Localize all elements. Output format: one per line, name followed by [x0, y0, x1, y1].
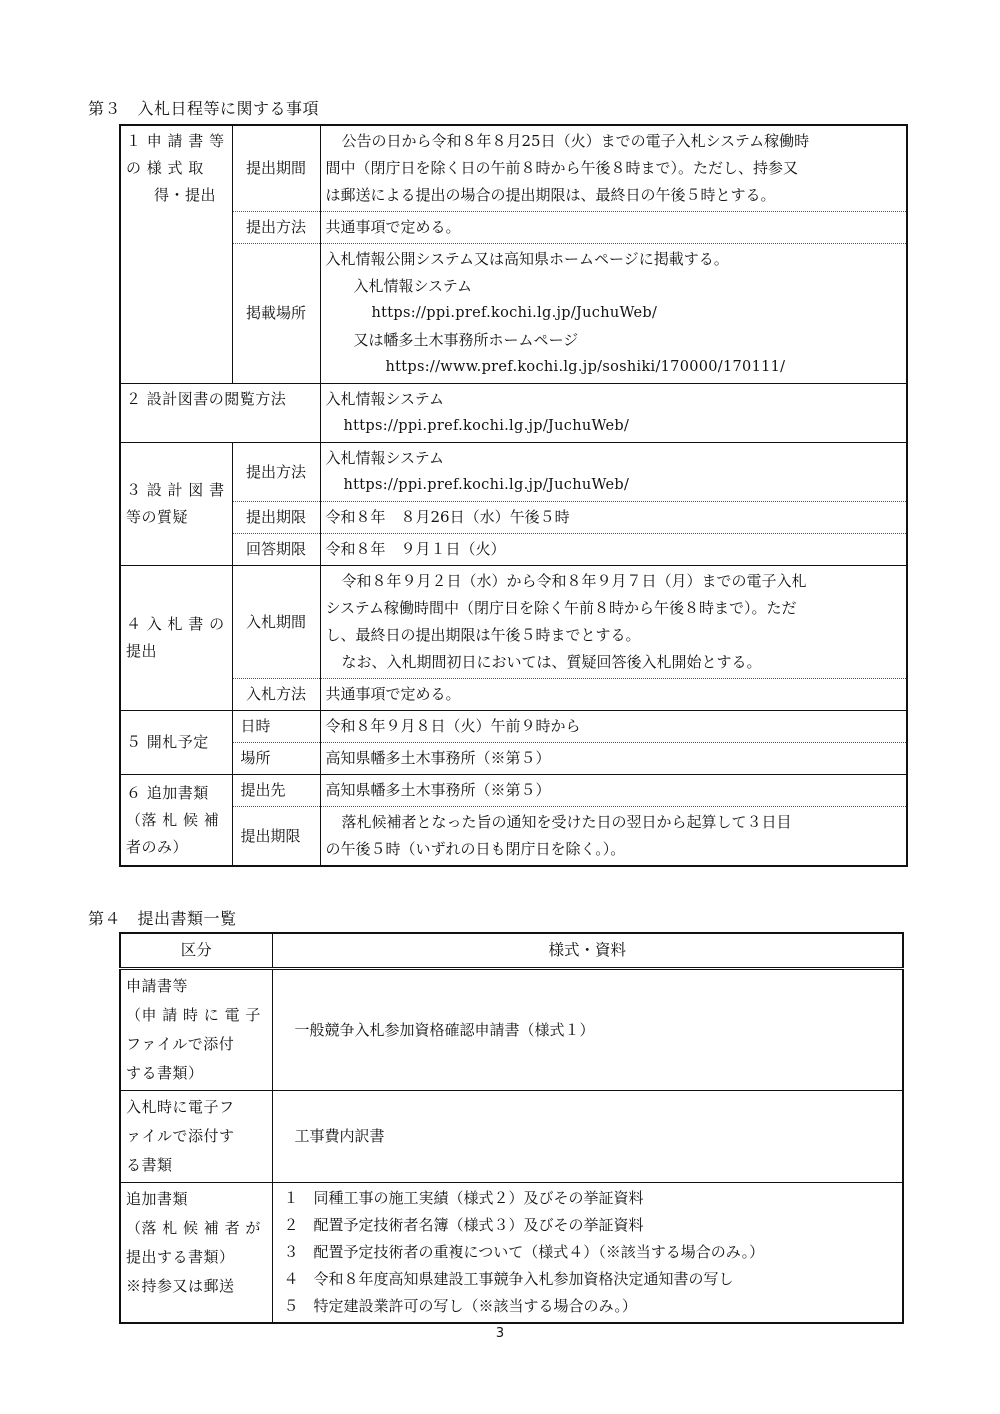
cell-content: 共通事項で定める。: [320, 679, 907, 711]
cell-content: 共通事項で定める。: [320, 212, 907, 244]
table-row: [120, 125, 907, 212]
row-label-opening: ５ 開札予定: [120, 711, 232, 775]
table-row: [120, 1091, 903, 1183]
sub-label: 回答期限: [232, 534, 320, 566]
row-label-additional-docs: ６ 追加書類 （落 札 候 補 者のみ）: [120, 775, 232, 867]
cell-content: [272, 1183, 903, 1324]
cell-content: 令和８年９月８日（火）午前９時から: [320, 711, 907, 743]
table-row: [120, 534, 907, 566]
page-number: 3: [495, 1326, 505, 1341]
sub-label: 入札方法: [232, 679, 320, 711]
cell-content: 令和８年９月２日（水）から令和８年９月７日（月）までの電子入札 システム稼働時間中（閉庁日を除く午前８時から午後８時まで）。ただ し、最終日の提出期限は午後５時までとする。 なお、入札期間初日においては、質疑回答後入札開始とする。: [320, 566, 907, 679]
cell-content: 高知県幡多土木事務所（※第５）: [320, 743, 907, 775]
table-row: [120, 1183, 903, 1324]
section-4-heading: 第４ 提出書類一覧: [88, 909, 237, 928]
section-3-heading: 第３ 入札日程等に関する事項: [88, 99, 320, 118]
row-label-bid-submission: ４ 入 札 書 の 提出: [120, 566, 232, 711]
table-row: [120, 443, 907, 502]
row-label-design-viewing: ２ 設計図書の閲覧方法: [120, 384, 320, 443]
cell-content: 入札情報システム https://ppi.pref.kochi.lg.jp/JuchuWeb/: [320, 443, 907, 502]
table-row: [120, 566, 907, 679]
list-item: ４ 令和８年度高知県建設工事競争入札参加資格決定通知書の写し: [283, 1270, 734, 1288]
list-item: ３ 配置予定技術者の重複について（様式４）（※該当する場合のみ。）: [283, 1243, 765, 1261]
table-row: [120, 807, 907, 867]
list-item: ５ 特定建設業許可の写し（※該当する場合のみ。）: [283, 1297, 637, 1315]
column-header: 様式・資料: [272, 933, 903, 969]
cell-content: 工事費内訳書: [272, 1091, 903, 1183]
list-item: １ 同種工事の施工実績（様式２）及びその挙証資料: [283, 1189, 644, 1207]
row-label: 追加書類 （落 札 候 補 者 が 提出する書類） ※持参又は郵送: [120, 1183, 272, 1324]
table-row: [120, 969, 903, 1091]
sub-label: 提出先: [232, 775, 320, 807]
row-label-questions: ３ 設 計 図 書 等の質疑: [120, 443, 232, 566]
cell-content: 高知県幡多土木事務所（※第５）: [320, 775, 907, 807]
sub-label: 提出期限: [232, 502, 320, 534]
list-item: ２ 配置予定技術者名簿（様式３）及びその挙証資料: [283, 1216, 644, 1234]
table-row: [120, 711, 907, 743]
cell-content: 公告の日から令和８年８月25日（火）までの電子入札システム稼働時 間中（閉庁日を除く日の午前８時から午後８時まで）。ただし、持参又 は郵送による提出の場合の提出期限は、最終日の午後５時とする。: [325, 132, 810, 204]
table-row: [120, 743, 907, 775]
sub-label: 日時: [232, 711, 320, 743]
cell-content: 落札候補者となった旨の通知を受けた日の翌日から起算して３日目 の午後５時（いずれの日も閉庁日を除く。）。: [320, 807, 907, 867]
sub-label: 提出方法: [232, 212, 320, 244]
sub-label: 場所: [232, 743, 320, 775]
row-label: 申請書等 （申 請 時 に 電 子 ファイルで添付 する書類）: [120, 969, 272, 1091]
row-label: 入札時に電子フ ァイルで添付す る書類: [120, 1091, 272, 1183]
cell-content: 一般競争入札参加資格確認申請書（様式１）: [294, 1020, 595, 1039]
cell-content: 令和８年 ９月１日（火）: [320, 534, 907, 566]
cell-content: 入札情報システム https://ppi.pref.kochi.lg.jp/JuchuWeb/: [320, 384, 907, 443]
column-header: 区分: [120, 933, 272, 969]
sub-label: 提出期間: [232, 125, 320, 212]
table-row: [120, 679, 907, 711]
sub-label: 提出方法: [232, 443, 320, 502]
cell-content: 令和８年 ８月26日（水）午後５時: [320, 502, 907, 534]
sub-label: 提出期限: [232, 807, 320, 867]
table-row: [120, 775, 907, 807]
sub-label: 入札期間: [232, 566, 320, 679]
bid-schedule-table: [119, 124, 908, 867]
table-row: [120, 212, 907, 244]
row-label-application: １ 申 請 書 等 の 様 式 取 得・提出: [120, 125, 232, 384]
submission-docs-table: [119, 932, 904, 1324]
table-row: [120, 384, 907, 443]
table-row: [120, 502, 907, 534]
table-row: [120, 244, 907, 384]
cell-content: 入札情報公開システム又は高知県ホームページに掲載する。 入札情報システム https://ppi.pref.kochi.lg.jp/JuchuWeb/ 又は幡多土木事務所ホームページ https://www.pref.kochi.lg.jp/soshiki/170000/170111/: [320, 244, 907, 384]
table-header-row: [120, 933, 903, 969]
sub-label: 掲載場所: [232, 244, 320, 384]
